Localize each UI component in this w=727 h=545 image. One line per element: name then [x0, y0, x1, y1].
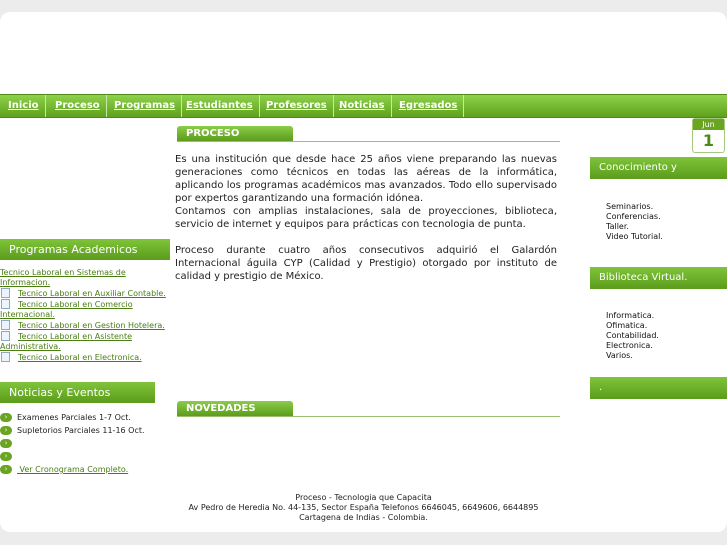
box-3-header: . — [590, 377, 727, 399]
program-item[interactable]: Tecnico Laboral en Electronica. — [0, 352, 170, 363]
footer-line: Cartagena de Indias - Colombia. — [299, 513, 428, 522]
list-item[interactable]: Informatica. — [606, 311, 655, 320]
nav-proceso[interactable]: Proceso — [47, 95, 107, 117]
calendar-day: 1 — [702, 131, 715, 150]
program-item[interactable]: Tecnico Laboral en Auxiliar Contable. — [0, 288, 170, 299]
document-icon — [1, 320, 10, 330]
news-list — [0, 412, 170, 477]
paragraph: Proceso durante cuatro años consecutivos adquirió el Galardón Internacional águila CYP (Calidad y Prestigio) otorgado por instituto de calidad y prestigio de México. — [175, 245, 557, 282]
document-icon — [1, 352, 10, 362]
footer-line: Av Pedro de Heredia No. 44-135, Sector España Telefonos 6646045, 6649606, 6644895 — [188, 503, 539, 512]
footer — [0, 493, 727, 523]
program-item[interactable]: Tecnico Laboral en Sistemas de Informacion. — [0, 268, 126, 287]
program-item[interactable]: Tecnico Laboral en Comercio Internacional. — [0, 300, 133, 319]
nav-estudiantes[interactable]: Estudiantes — [178, 95, 260, 117]
program-item[interactable]: Tecnico Laboral en Gestion Hotelera. — [0, 320, 170, 331]
section-title-novedades: NOVEDADES — [177, 401, 293, 416]
box-conocimiento-header: Conocimiento y — [590, 157, 727, 179]
calendar-badge — [692, 118, 725, 153]
list-item[interactable]: Electronica. — [606, 341, 653, 350]
box-biblioteca-header: Biblioteca Virtual. — [590, 267, 727, 289]
list-item[interactable]: Taller. — [606, 222, 629, 231]
divider — [177, 416, 560, 417]
section-title-proceso: PROCESO — [177, 126, 293, 141]
list-item[interactable]: Conferencias. — [606, 212, 661, 221]
list-item[interactable]: Varios. — [606, 351, 633, 360]
list-item[interactable]: Seminarios. — [606, 202, 654, 211]
list-item[interactable]: Video Tutorial. — [606, 232, 663, 241]
program-item[interactable]: Tecnico Laboral en Asistente Administrativa. — [0, 332, 133, 351]
nav-egresados[interactable]: Egresados — [391, 95, 464, 117]
main-content — [175, 153, 557, 283]
programs-header: Programas Academicos — [0, 239, 170, 260]
list-item[interactable]: Ofimatica. — [606, 321, 648, 330]
paragraph: Es una institución que desde hace 25 años viene preparando las nuevas generaciones como técnicos en todas las aéreas de la informática, aplicando los programas académicos mas avanzados. Todo ello supervisado por expertos garantizando una formación idónea. — [175, 154, 557, 204]
document-icon — [1, 299, 10, 309]
arrow-right-icon: › — [0, 465, 12, 474]
nav-programas[interactable]: Programas — [106, 95, 182, 117]
footer-line: Proceso - Tecnologia que Capacita — [295, 493, 432, 502]
news-item[interactable] — [0, 451, 170, 464]
nav-profesores[interactable]: Profesores — [258, 95, 334, 117]
programs-list — [0, 268, 170, 382]
arrow-right-icon: › — [0, 439, 12, 448]
list-item[interactable]: Contabilidad. — [606, 331, 659, 340]
arrow-right-icon: › — [0, 426, 12, 435]
main-nav — [0, 94, 727, 118]
news-item[interactable] — [0, 438, 170, 451]
page — [0, 12, 727, 532]
document-icon — [1, 331, 10, 341]
divider — [177, 141, 560, 142]
paragraph: Contamos con amplias instalaciones, sala de proyecciones, biblioteca, servicio de internet y equipos para prácticas con tecnologia de punta. — [175, 206, 557, 230]
document-icon — [1, 288, 10, 298]
nav-noticias[interactable]: Noticias — [331, 95, 392, 117]
nav-inicio[interactable]: Inicio — [0, 95, 46, 117]
news-header: Noticias y Eventos — [0, 382, 155, 403]
conocimiento-list — [606, 202, 663, 242]
arrow-right-icon: › — [0, 452, 12, 461]
calendar-month: Jun — [693, 119, 724, 130]
cronograma-link[interactable]: › Ver Cronograma Completo. — [0, 464, 170, 477]
news-item[interactable]: › Examenes Parciales 1-7 Oct. — [0, 412, 170, 425]
news-item[interactable]: › Supletorios Parciales 11-16 Oct. — [0, 425, 170, 438]
arrow-right-icon: › — [0, 413, 12, 422]
biblioteca-list — [606, 311, 659, 361]
